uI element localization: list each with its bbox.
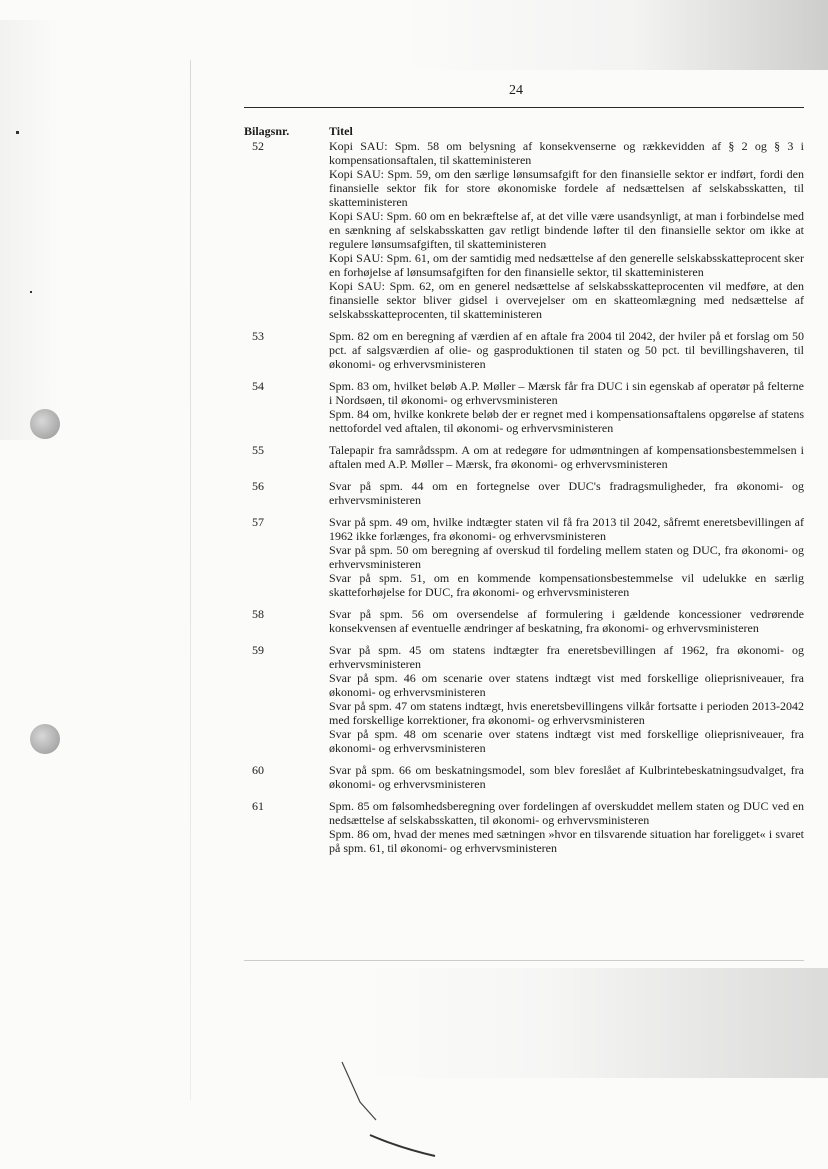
appendix-title: Spm. 83 om, hvilket beløb A.P. Møller – Mærsk får fra DUC i sin egenskab af operatør på felterne i Nordsøen, til økonomi- og erhvervsministeren [329,379,804,407]
appendix-title: Kopi SAU: Spm. 62, om en generel nedsættelse af selskabsskatteprocenten vil medføre, at den finansielle sektor bliver gidsel i overvejelser om en skatteomlægning med nedsættelse af selskabsskatteprocenten, til skatteministeren [329,279,804,321]
column-header-title: Titel [329,124,353,138]
punch-hole-upper [30,409,60,439]
table-row [244,763,804,791]
scan-speck [16,131,19,134]
appendix-entries [329,643,804,755]
table-row [244,607,804,635]
appendix-table [244,139,804,863]
appendix-number: 53 [252,329,264,343]
appendix-number: 52 [252,139,264,153]
appendix-entries [329,799,804,855]
appendix-title: Talepapir fra samrådsspm. A om at redegøre for udmøntningen af kompensationsbestemmelsen i aftalen med A.P. Møller – Mærsk, fra økonomi- og erhvervsministeren [329,443,804,471]
appendix-number: 56 [252,479,264,493]
binding-margin-line [190,60,191,1100]
punch-hole-lower [30,724,60,754]
scan-shadow-top [398,0,828,70]
table-row [244,443,804,471]
footer-rule [244,960,804,961]
appendix-title: Spm. 84 om, hvilke konkrete beløb der er regnet med i kompensationsaftalens opgørelse af statens nettofordel ved aftalen, til økonomi- og erhvervsministeren [329,407,804,435]
appendix-title: Kopi SAU: Spm. 60 om en bekræftelse af, at det ville være usandsynligt, at man i forbindelse med en sænkning af selskabsskatten gav retligt bindende løfter til den finansielle sektor om ikke at regulere lønsumsafgiften, til skatteministeren [329,209,804,251]
table-row [244,799,804,855]
appendix-title: Svar på spm. 50 om beregning af overskud til fordeling mellem staten og DUC, fra økonomi- og erhvervsministeren [329,543,804,571]
appendix-entries [329,515,804,599]
appendix-title: Spm. 82 om en beregning af værdien af en aftale fra 2004 til 2042, der hviler på et forslag om 50 pct. af salgsværdien af olie- og gasproduktionen til staten og 50 pct. til bevillingshaveren, til økonomi- og erhvervsministeren [329,329,804,371]
appendix-number: 57 [252,515,264,529]
table-row [244,515,804,599]
appendix-title: Kopi SAU: Spm. 59, om den særlige lønsumsafgift for den finansielle sektor er indført, fordi den finansielle sektor fik for store økonomiske fordele af nedsættelsen af selskabsskatten, til skatteministeren [329,167,804,209]
table-row [244,379,804,435]
appendix-title: Svar på spm. 51, om en kommende kompensationsbestemmelse vil udelukke en særlig skatteforhøjelse for DUC, fra økonomi- og erhvervsministeren [329,571,804,599]
column-header-number: Bilagsnr. [244,124,290,138]
scan-pen-mark [330,1050,460,1160]
appendix-title: Svar på spm. 45 om statens indtægter fra eneretsbevillingen af 1962, fra økonomi- og erhvervsministeren [329,643,804,671]
appendix-entries [329,607,804,635]
appendix-number: 55 [252,443,264,457]
table-row [244,329,804,371]
appendix-number: 58 [252,607,264,621]
appendix-title: Svar på spm. 44 om en fortegnelse over DUC's fradragsmuligheder, fra økonomi- og erhvervsministeren [329,479,804,507]
appendix-title: Svar på spm. 47 om statens indtægt, hvis eneretsbevillingens vilkår fortsatte i perioden 2013-2042 med forskellige korrektioner, fra økonomi- og erhvervsministeren [329,699,804,727]
appendix-entries [329,443,804,471]
appendix-entries [329,763,804,791]
appendix-title: Spm. 85 om følsomhedsberegning over fordelingen af overskuddet mellem staten og DUC ved en nedsættelse af selskabsskatten, til økonomi- og erhvervsministeren [329,799,804,827]
table-row [244,643,804,755]
appendix-entries [329,479,804,507]
appendix-number: 54 [252,379,264,393]
appendix-number: 60 [252,763,264,777]
appendix-title: Svar på spm. 66 om beskatningsmodel, som blev foreslået af Kulbrintebeskatningsudvalget, fra økonomi- og erhvervsministeren [329,763,804,791]
appendix-entries [329,379,804,435]
appendix-number: 61 [252,799,264,813]
scan-speck [30,291,32,293]
appendix-entries [329,139,804,321]
page-number: 24 [509,83,523,98]
appendix-title: Kopi SAU: Spm. 58 om belysning af konsekvenserne og rækkevidden af § 2 og § 3 i kompensationsaftalen, til skatteministeren [329,139,804,167]
appendix-entries [329,329,804,371]
table-row [244,479,804,507]
appendix-title: Svar på spm. 48 om scenarie over statens indtægt vist med forskellige olieprisniveauer, fra økonomi- og erhvervsministeren [329,727,804,755]
appendix-number: 59 [252,643,264,657]
scan-shadow-left [0,20,60,440]
appendix-title: Spm. 86 om, hvad der menes med sætningen »hvor en tilsvarende situation har foreligget« i svaret på spm. 61, til økonomi- og erhvervsministeren [329,827,804,855]
header-rule [244,107,804,108]
appendix-title: Svar på spm. 46 om scenarie over statens indtægt vist med forskellige olieprisniveauer, fra økonomi- og erhvervsministeren [329,671,804,699]
appendix-title: Svar på spm. 49 om, hvilke indtægter staten vil få fra 2013 til 2042, såfremt eneretsbevillingen af 1962 ikke forlænges, fra økonomi- og erhvervsministeren [329,515,804,543]
appendix-title: Kopi SAU: Spm. 61, om der samtidig med nedsættelse af den generelle selskabsskatteprocent sker en forhøjelse af lønsumsafgiften for den finansielle sektor, til skatteministeren [329,251,804,279]
appendix-title: Svar på spm. 56 om oversendelse af formulering i gældende koncessioner vedrørende konsekvensen af eventuelle ændringer af beskatning, fra økonomi- og erhvervsministeren [329,607,804,635]
table-row [244,139,804,321]
